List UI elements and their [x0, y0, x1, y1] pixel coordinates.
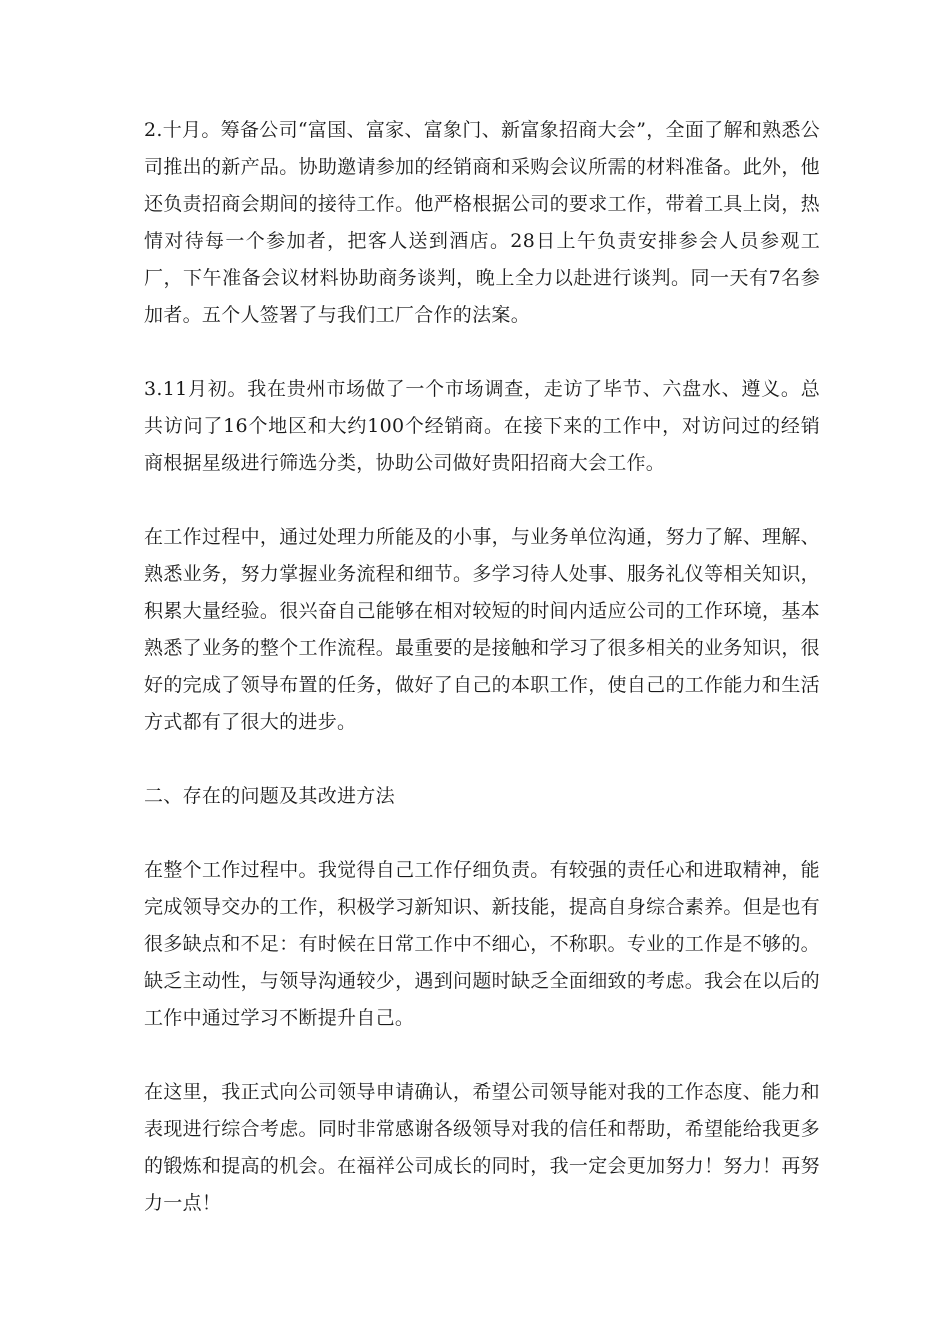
paragraph-november-market-survey: 3.11月初。我在贵州市场做了一个市场调查，走访了毕节、六盘水、遵义。总共访问了16个地区和大约100个经销商。在接下来的工作中，对访问过的经销商根据星级进行筛选分类，协助公司做好贵阳招商大会工作。 [144, 378, 820, 474]
document-body [144, 112, 820, 1259]
paragraph-shortcomings: 在整个工作过程中。我觉得自己工作仔细负责。有较强的责任心和进取精神，能完成领导交办的工作，积极学习新知识、新技能，提高自身综合素养。但是也有很多缺点和不足：有时候在日常工作中不细心，不称职。专业的工作是不够的。缺乏主动性，与领导沟通较少，遇到问题时缺乏全面细致的考虑。我会在以后的工作中通过学习不断提升自己。 [144, 859, 820, 1029]
section-heading-problems: 二、存在的问题及其改进方法 [144, 785, 395, 807]
paragraph-work-process-summary: 在工作过程中，通过处理力所能及的小事，与业务单位沟通，努力了解、理解、熟悉业务，努力掌握业务流程和细节。多学习待人处事、服务礼仪等相关知识，积累大量经验。很兴奋自己能够在相对较短的时间内适应公司的工作环境，基本熟悉了业务的整个工作流程。最重要的是接触和学习了很多相关的业务知识，很好的完成了领导布置的任务，做好了自己的本职工作，使自己的工作能力和生活方式都有了很大的进步。 [144, 526, 820, 733]
paragraph-confirmation-request: 在这里，我正式向公司领导申请确认，希望公司领导能对我的工作态度、能力和表现进行综合考虑。同时非常感谢各级领导对我的信任和帮助，希望能给我更多的锻炼和提高的机会。在福祥公司成长的同时，我一定会更加努力！努力！再努力一点！ [144, 1081, 820, 1214]
paragraph-october-investment-conference: 2.十月。筹备公司“富国、富家、富象门、新富象招商大会”，全面了解和熟悉公司推出的新产品。协助邀请参加的经销商和采购会议所需的材料准备。此外，他还负责招商会期间的接待工作。他严格根据公司的要求工作，带着工具上岗，热情对待每一个参加者，把客人送到酒店。28日上午负责安排参会人员参观工厂，下午准备会议材料协助商务谈判，晚上全力以赴进行谈判。同一天有7名参加者。五个人签署了与我们工厂合作的法案。 [144, 119, 820, 326]
